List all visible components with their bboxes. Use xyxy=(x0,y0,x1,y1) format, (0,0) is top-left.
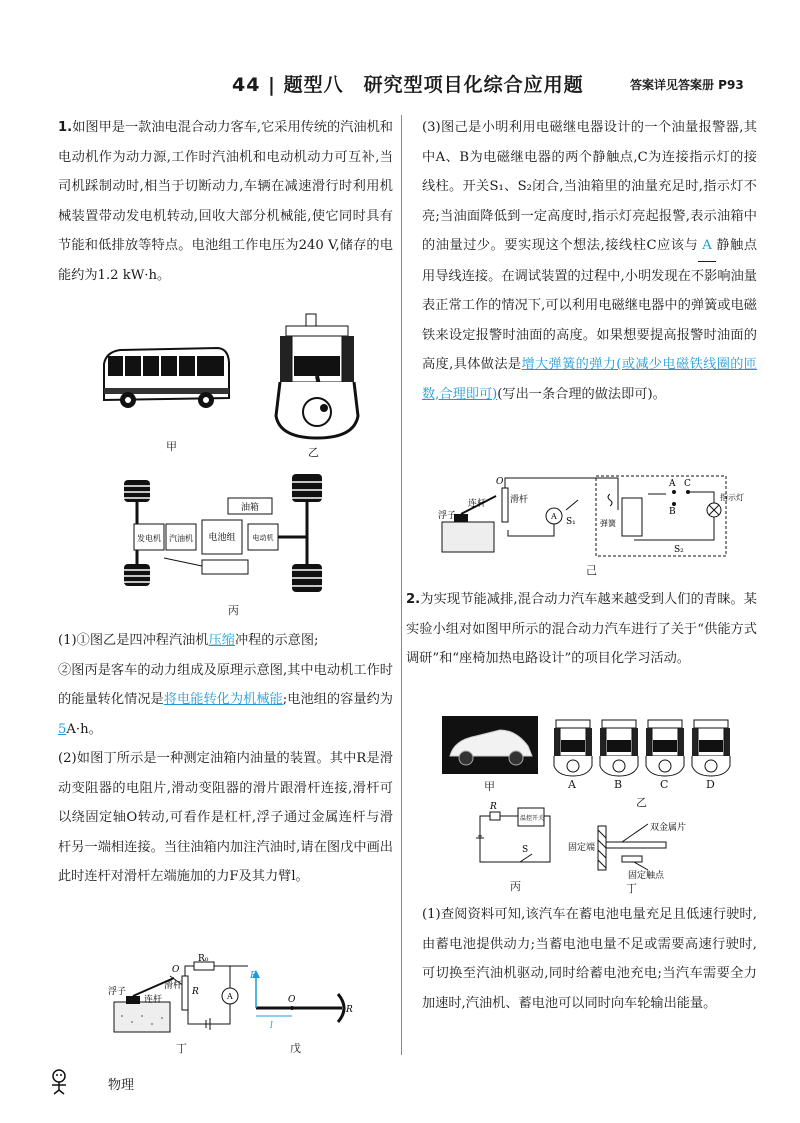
lamp-label: 指示灯 xyxy=(720,493,744,502)
question-1-part-3 xyxy=(422,113,757,409)
figure-caption-jia: 甲 xyxy=(484,780,495,793)
spring-label: 弹簧 xyxy=(600,519,616,528)
part-1b-text: ②图丙是客车的动力组成及原理示意图,其中电动机工作时的能量转化情况是 xyxy=(58,662,393,707)
relay-alarm-figure xyxy=(438,470,744,560)
engine-label-a: A xyxy=(568,778,576,791)
rod-label: 连杆 xyxy=(144,995,163,1005)
battery-label: 电池组 xyxy=(208,533,236,543)
figure-caption-wu: 戊 xyxy=(290,1042,301,1055)
engine-label-c: C xyxy=(660,778,669,791)
part-3-text-mid: 静触点用导线连接。在调试装置的过程中,小明发现在不影响油量表正常工作的情况下,可以利用电磁继电器中的弹簧或电磁铁来设定报警时油面的高度。如果想要提高报警时油面的高度,具体做法是 xyxy=(422,238,758,372)
fixed-contact-label: 固定触点 xyxy=(628,871,665,881)
page-header xyxy=(0,62,800,102)
seat-heater-circuit-figure xyxy=(470,800,560,870)
slide-label: 滑杆 xyxy=(510,495,529,505)
slide-label: 滑杆 xyxy=(164,981,183,991)
subject-label: 物理 xyxy=(108,1078,135,1093)
fixed-end-label: 固定端 xyxy=(568,843,596,853)
figure-caption-bing: 丙 xyxy=(228,604,239,617)
terminal-c-label: C xyxy=(684,479,691,489)
motor-label: 电动机 xyxy=(252,534,274,542)
figure-caption-ji: 己 xyxy=(586,564,597,577)
figure-caption-ding: 丁 xyxy=(626,882,637,895)
bimetal-label: 双金属片 xyxy=(650,823,687,833)
bus-figure xyxy=(100,340,232,420)
question-number: 2. xyxy=(406,592,421,607)
question-number: 1. xyxy=(58,120,73,135)
switch-s2-label: S₂ xyxy=(674,545,684,555)
part-3-text-end: (写出一条合理的做法即可)。 xyxy=(497,386,666,402)
pivot-label: O xyxy=(288,995,296,1005)
ammeter-label: A xyxy=(551,512,557,521)
hybrid-car-figure xyxy=(442,716,538,774)
lever-force-figure xyxy=(246,968,358,1038)
pivot-label: O xyxy=(172,965,180,975)
generator-label: 发电机 xyxy=(137,534,161,543)
answer-blank: 压缩 xyxy=(208,633,235,648)
question-2-part-1 xyxy=(422,900,757,1018)
engine-label: 汽油机 xyxy=(169,534,193,543)
column-divider xyxy=(401,115,402,1055)
oil-tank-label: 油箱 xyxy=(240,503,260,513)
r-label: R xyxy=(346,1005,353,1015)
rod-label: 连杆 xyxy=(468,499,487,509)
contact-a-label: A xyxy=(669,479,676,489)
figure-caption-yi: 乙 xyxy=(308,446,319,459)
question-1-intro xyxy=(58,113,393,290)
question-2-intro xyxy=(406,585,757,674)
figure-caption-ding: 丁 xyxy=(176,1042,187,1055)
question-text: 为实现节能减排,混合动力汽车越来越受到人们的青睐。某实验小组对如图甲所示的混合动力汽车进行了关于“供能方式调研”和“座椅加热电路设计”的项目化学习活动。 xyxy=(406,592,757,666)
r0-label: R₀ xyxy=(198,954,209,964)
figure-caption-jia: 甲 xyxy=(166,440,177,453)
bimetal-figure xyxy=(568,820,718,880)
engine-strokes-figure xyxy=(552,718,732,778)
question-text: 如图甲是一款油电混合动力客车,它采用传统的汽油机和电动机作为动力源,工作时汽油机和电动机动力可互补,当司机踩制动时,相当于切断动力,车辆在减速滑行时利用机械装置带动发电机转动,回收大部分机械能,使它同时具有节能和低排放等特点。电池组工作电压为240 V,储存的电能约为1.2 kW·h。 xyxy=(58,120,393,283)
mascot-icon xyxy=(48,1068,70,1094)
answer-reference: 答案详见答案册 P93 xyxy=(630,78,744,92)
part-1-text: (1)查阅资料可知,该汽车在蓄电池电量充足且低速行驶时,由蓄电池提供动力;当蓄电池电量不足或需要高速行驶时,可切换至汽油机驱动,同时给蓄电池充电;当汽车需要全力加速时,汽油机、蓄电池可以同时向车轮输出能量。 xyxy=(422,907,757,1011)
thermo-switch-label: 温控开关 xyxy=(520,815,545,822)
pivot-label: O xyxy=(496,477,504,487)
float-label: 浮子 xyxy=(438,511,457,521)
part-2-text: (2)如图丁所示是一种测定油箱内油量的装置。其中R是滑动变阻器的电阻片,滑动变阻器的滑片跟滑杆连接,滑杆可以绕固定轴O转动,可看作是杠杆,浮子通过金属连杆与滑杆另一端相连接。当往油箱内加注汽油时,请在图戊中画出此时连杆对滑杆左端施加的力F及其力臂l。 xyxy=(58,751,393,884)
part-1a-text: (1)①图乙是四冲程汽油机 xyxy=(58,633,209,648)
arm-label: l xyxy=(270,1021,273,1031)
question-1-parts xyxy=(58,626,393,892)
answer-blank: 增大弹簧的弹力(或减少电磁铁线圈的匝数,合理即可) xyxy=(422,357,757,402)
contact-b-label: B xyxy=(669,507,676,517)
figure-caption-yi: 乙 xyxy=(636,796,647,809)
ammeter-label: A xyxy=(227,992,233,1001)
page-title: 44 | 题型八 研究型项目化综合应用题 xyxy=(232,74,584,96)
part-1b-text-end: A·h。 xyxy=(66,721,102,737)
part-3-text: (3)图己是小明利用电磁继电器设计的一个油量报警器,其中A、B为电磁继电器的两个静触点,C为连接指示灯的接线柱。开关S₁、S₂闭合,当油箱里的油量充足时,指示灯不亮;当油面降低到一定高度时,指示灯亮起报警,表示油箱中的油量过少。要实现这个想法,接线柱C应该与 xyxy=(422,120,757,253)
engine-label-b: B xyxy=(614,778,623,791)
answer-blank: A xyxy=(698,231,716,262)
r-label: R xyxy=(490,802,497,812)
force-label: F xyxy=(250,971,257,981)
powertrain-figure xyxy=(120,470,352,598)
engine-label-d: D xyxy=(706,778,715,791)
part-1a-text-end: 冲程的示意图; xyxy=(234,633,319,648)
figure-caption-bing: 丙 xyxy=(510,880,521,893)
answer-blank: 5 xyxy=(58,721,67,737)
r-label: R xyxy=(192,987,199,997)
answer-blank: 将电能转化为机械能 xyxy=(163,692,283,707)
page-footer xyxy=(48,1068,135,1098)
part-1b-text-mid: ;电池组的容量约为 xyxy=(282,692,393,707)
float-label: 浮子 xyxy=(108,987,127,997)
oil-gauge-circuit-figure xyxy=(108,954,248,1038)
switch-s-label: S xyxy=(522,845,529,855)
switch-s1-label: S₁ xyxy=(566,517,576,527)
engine-cylinder-figure xyxy=(272,312,362,440)
